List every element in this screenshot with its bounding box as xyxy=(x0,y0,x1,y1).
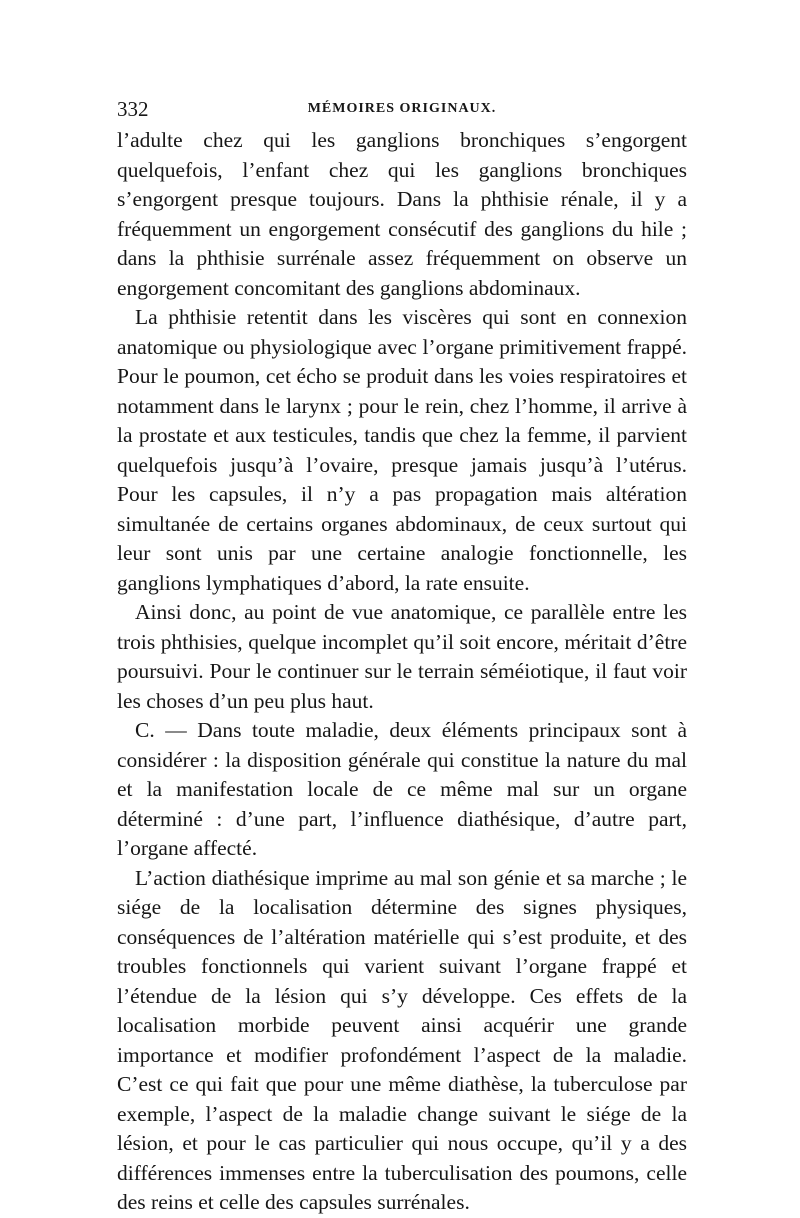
paragraph-ainsi-donc: Ainsi donc, au point de vue anatomique, ce parallèle entre les trois phthisies, quelque incomplet qu’il soit encore, méritait d’être poursuivi. Pour le continuer sur le terrain séméiotique, il faut voir les choses d’un peu plus haut. xyxy=(117,600,687,713)
paragraph-action-diathesique: L’action diathésique imprime au mal son génie et sa marche ; le siége de la localisation détermine des signes physiques, conséquences de l’altération matérielle qui s’est produite, et des troubles fonctionnels qui varient suivant l’organe frappé et l’étendue de la lésion qui s’y développe. Ces effets de la localisation morbide peuvent ainsi acquérir une grande importance et modifier profondément l’aspect de la maladie. C’est ce qui fait que pour une même diathèse, la tuberculose par exemple, l’aspect de la maladie change suivant le siége de la lésion, et pour le cas particulier qui nous occupe, qu’il y a des différences immenses entre la tuberculisation des poumons, celle des reins et celle des capsules surrénales. xyxy=(117,865,687,1214)
page-number: 332 xyxy=(117,97,149,121)
paragraph-section-c: C. — Dans toute maladie, deux éléments principaux sont à considérer : la disposition générale qui constitue la nature du mal et la manifestation locale de ce même mal sur un organe déterminé : d’une part, l’influence diathésique, d’autre part, l’organe affecté. xyxy=(117,718,687,860)
running-title: MÉMOIRES ORIGINAUX. xyxy=(307,101,497,116)
running-head xyxy=(117,97,687,125)
paragraph-continuation: l’adulte chez qui les ganglions bronchiques s’engorgent quelquefois, l’enfant chez qui les ganglions bronchiques s’engorgent presque toujours. Dans la phthisie rénale, il y a fréquemment un engorgement consécutif des ganglions du hile ; dans la phthisie surrénale assez fréquemment on observe un engorgement concomitant des ganglions abdominaux. xyxy=(117,128,687,300)
paragraph-phthisie-retentit: La phthisie retentit dans les viscères qui sont en connexion anatomique ou physiologique avec l’organe primitivement frappé. Pour le poumon, cet écho se produit dans les voies respiratoires et notamment dans le larynx ; pour le rein, chez l’homme, il arrive à la prostate et aux testicules, tandis que chez la femme, il parvient quelquefois jusqu’à l’ovaire, presque jamais jusqu’à l’utérus. Pour les capsules, il n’y a pas propagation mais altération simultanée de certains organes abdominaux, de ceux surtout qui leur sont unis par une certaine analogie fonctionnelle, les ganglions lymphatiques d’abord, la rate ensuite. xyxy=(117,305,687,595)
body-text xyxy=(117,126,687,1218)
